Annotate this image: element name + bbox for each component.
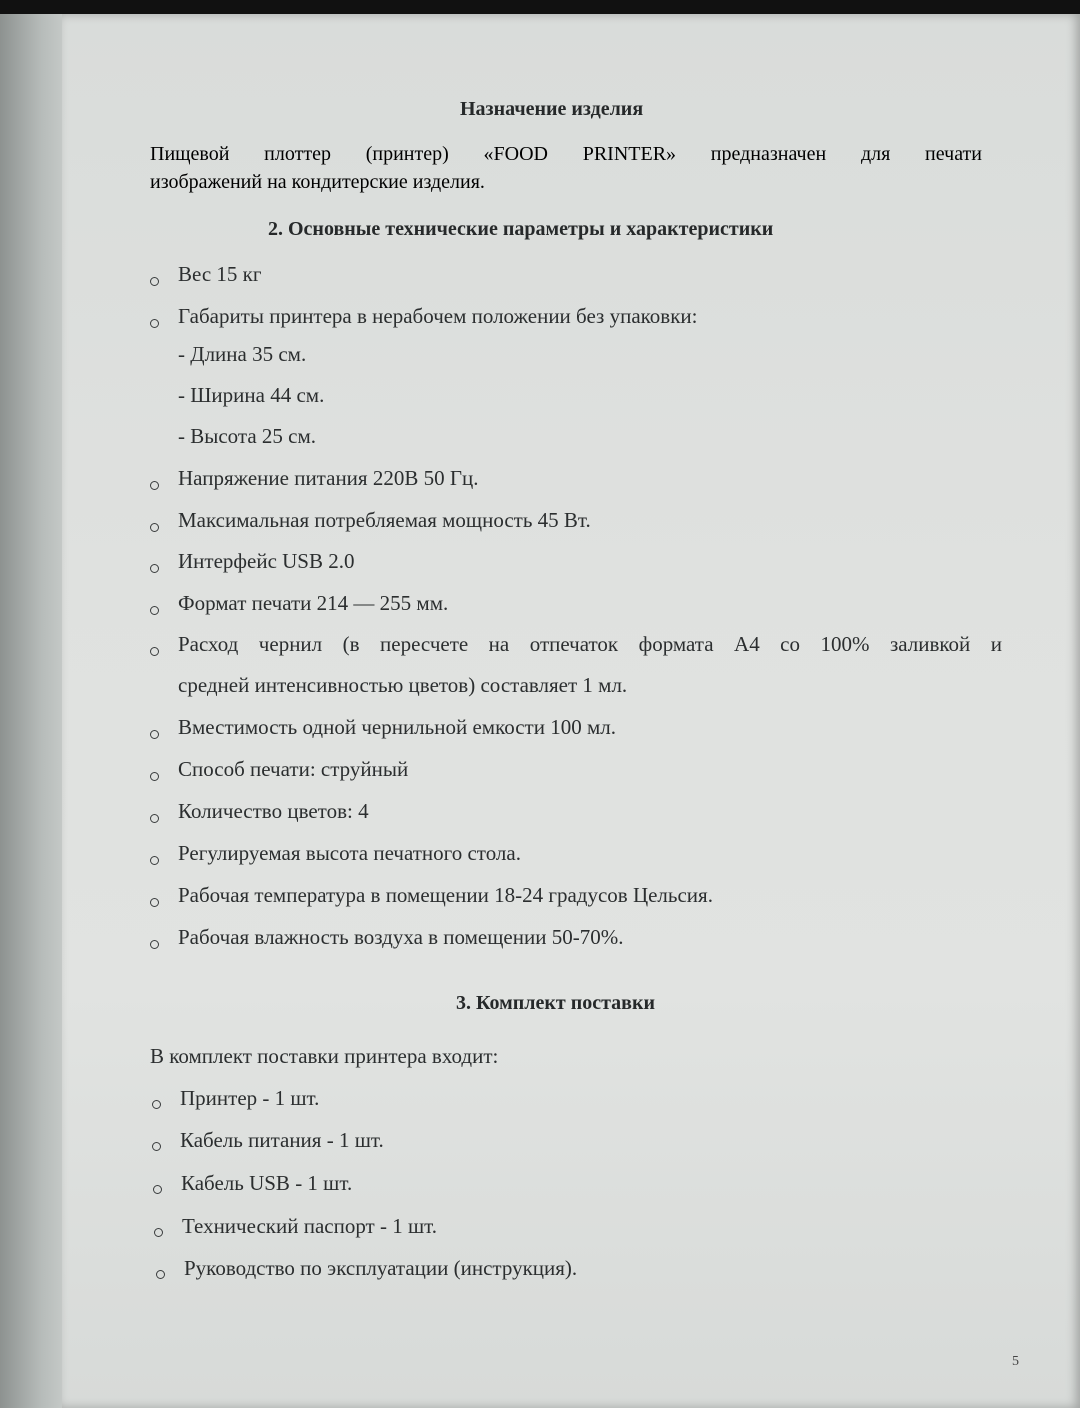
- paragraph-line-2: изображений на кондитерские изделия.: [150, 171, 485, 193]
- spec-power: Максимальная потребляемая мощность 45 Вт.: [178, 508, 591, 532]
- paragraph-line-1: Пищевой плоттер (принтер) «FOOD PRINTER» предназначен для печати: [150, 143, 982, 165]
- bullet-icon: [150, 647, 159, 656]
- spec-temperature: Рабочая температура в помещении 18-24 градусов Цельсия.: [178, 883, 713, 907]
- spec-width: - Ширина 44 см.: [178, 383, 325, 407]
- section-3-title: 3. Комплект поставки: [456, 992, 656, 1014]
- package-usb-cable: Кабель USB - 1 шт.: [181, 1171, 353, 1195]
- document-page: [62, 14, 1080, 1408]
- spec-length: - Длина 35 см.: [178, 342, 307, 366]
- spec-humidity: Рабочая влажность воздуха в помещении 50-70%.: [178, 925, 624, 949]
- spec-print-format: Формат печати 214 — 255 мм.: [178, 591, 449, 615]
- bullet-icon: [150, 940, 159, 949]
- bullet-icon: [152, 1142, 161, 1151]
- spec-height: - Высота 25 см.: [178, 424, 317, 448]
- spec-color-count: Количество цветов: 4: [178, 799, 369, 823]
- bullet-icon: [150, 856, 159, 865]
- section-3-intro: В комплект поставки принтера входит:: [150, 1044, 499, 1068]
- previous-page-edge: [0, 14, 70, 1408]
- bullet-icon: [153, 1185, 162, 1194]
- bullet-icon: [150, 898, 159, 907]
- section-2-title: 2. Основные технические параметры и характеристики: [268, 218, 774, 240]
- page-number: 5: [1012, 1354, 1019, 1369]
- package-manual: Руководство по эксплуатации (инструкция).: [184, 1256, 578, 1280]
- spec-table-height: Регулируемая высота печатного стола.: [178, 841, 521, 865]
- spec-print-method: Способ печати: струйный: [178, 757, 409, 781]
- bullet-icon: [150, 564, 159, 573]
- spec-interface: Интерфейс USB 2.0: [178, 549, 355, 573]
- bullet-icon: [150, 277, 159, 286]
- package-power-cable: Кабель питания - 1 шт.: [180, 1128, 384, 1152]
- bullet-icon: [152, 1100, 161, 1109]
- bullet-icon: [150, 814, 159, 823]
- spec-voltage: Напряжение питания 220В 50 Гц.: [178, 466, 479, 490]
- spec-weight: Вес 15 кг: [178, 262, 262, 286]
- bullet-icon: [150, 772, 159, 781]
- bullet-icon: [150, 606, 159, 615]
- bullet-icon: [150, 319, 159, 328]
- spec-ink-capacity: Вместимость одной чернильной емкости 100 мл.: [178, 715, 616, 739]
- bullet-icon: [156, 1270, 165, 1279]
- package-printer: Принтер - 1 шт.: [180, 1086, 320, 1110]
- section-1-paragraph: [150, 140, 982, 196]
- bullet-icon: [150, 481, 159, 490]
- spec-ink-usage-line-2: средней интенсивностью цветов) составляет 1 мл.: [178, 673, 628, 697]
- spec-dimensions: Габариты принтера в нерабочем положении без упаковки:: [178, 304, 698, 328]
- bullet-icon: [154, 1228, 163, 1237]
- spec-ink-usage-line-1: Расход чернил (в пересчете на отпечаток формата А4 со 100% заливкой и: [178, 632, 1002, 656]
- bullet-icon: [150, 523, 159, 532]
- section-1-title: Назначение изделия: [460, 98, 644, 120]
- package-tech-passport: Технический паспорт - 1 шт.: [182, 1214, 437, 1238]
- bullet-icon: [150, 730, 159, 739]
- top-bar: [0, 0, 1080, 14]
